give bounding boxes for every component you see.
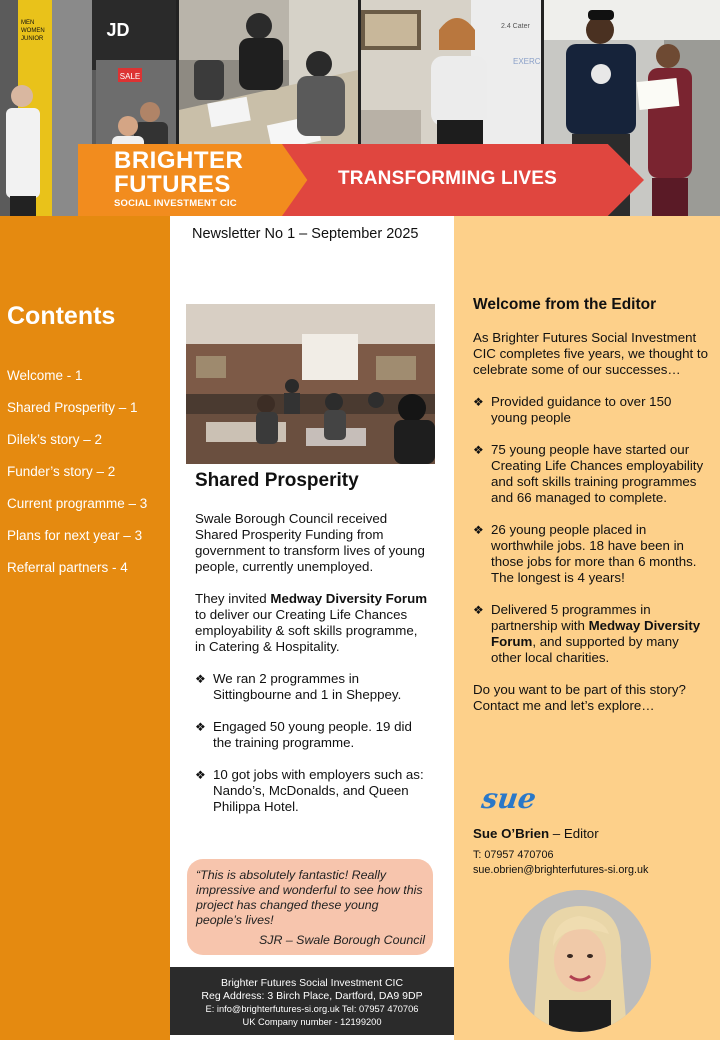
store-line-3: JUNIOR — [21, 36, 44, 42]
brand-line-3: SOCIAL INVESTMENT CIC — [114, 198, 237, 209]
editor-intro: As Brighter Futures Social Investment CIC completes five years, we thought to celebrate some of our successes… — [473, 330, 709, 377]
list-item — [195, 671, 431, 703]
slide-heading: 2.4 Cater — [501, 23, 530, 30]
editor-phone: T: 07957 470706 — [473, 849, 554, 861]
contents-item-shared-prosperity: Shared Prosperity – 1 — [7, 400, 138, 415]
contents-column — [0, 216, 170, 1040]
editor-name: Sue O’Brien — [473, 826, 550, 841]
footer-company-number: UK Company number - 12199200 — [242, 1017, 382, 1027]
shared-prosperity-paragraph-2 — [195, 591, 431, 655]
bullet-text: We ran 2 programmes in Sittingbourne and 1 in Sheppey. — [213, 671, 402, 702]
bullet-star-icon: ❖ — [195, 768, 206, 782]
bullet-star-icon: ❖ — [195, 720, 206, 734]
list-item — [195, 767, 431, 815]
contents-item-funders-story: Funder’s story – 2 — [7, 464, 116, 479]
shared-prosperity-heading: Shared Prosperity — [195, 470, 359, 491]
editor-avatar — [509, 890, 651, 1032]
photo-workshop — [186, 304, 435, 464]
shared-prosperity-paragraph-1: Swale Borough Council received Shared Prosperity Funding from government to transform lives of young people, currently unemployed. — [195, 511, 425, 574]
testimonial-quote — [187, 859, 433, 955]
editor-signature: sue — [479, 782, 539, 815]
brand-line-1: BRIGHTER — [114, 147, 244, 174]
store-sign: JD — [106, 20, 130, 40]
editor-body — [473, 330, 711, 730]
editor-call-to-action: Do you want to be part of this story? Contact me and let’s explore… — [473, 682, 686, 713]
editor-email[interactable]: sue.obrien@brighterfutures-si.org.uk — [473, 864, 649, 876]
bullet-text-after: , and supported by many other local charities. — [491, 634, 679, 665]
editor-contact — [473, 848, 648, 878]
contents-item-welcome: Welcome - 1 — [7, 368, 83, 383]
contents-list — [7, 368, 147, 592]
organisation-footer — [170, 967, 454, 1035]
store-line-2: WOMEN — [21, 28, 45, 34]
store-line-1: MEN — [21, 20, 35, 26]
header-photo-strip — [0, 0, 720, 216]
list-item — [473, 602, 711, 666]
medway-diversity-forum: Medway Diversity Forum — [491, 618, 701, 649]
shared-prosperity-column — [170, 216, 454, 1040]
medway-diversity-forum: Medway Diversity Forum — [270, 591, 428, 606]
bullet-star-icon: ❖ — [473, 603, 484, 617]
shared-prosperity-bullets — [195, 671, 431, 815]
sale-sign: SALE — [119, 72, 141, 81]
issue-title: Newsletter No 1 – September 2025 — [192, 226, 419, 242]
contents-item-referral-partners: Referral partners - 4 — [7, 560, 128, 575]
list-item — [473, 442, 711, 506]
editor-bullets — [473, 394, 711, 666]
footer-contact: E: info@brighterfutures-si.org.uk Tel: 07957 470706 — [205, 1004, 419, 1014]
brand-logo-text — [114, 149, 243, 210]
shared-prosperity-body — [195, 511, 431, 831]
editor-role: – Editor — [549, 826, 599, 841]
footer-org-name: Brighter Futures Social Investment CIC — [220, 977, 404, 989]
quote-text: “This is absolutely fantastic! Really impressive and wonderful to see how this project has changed these young people’s lives! — [196, 868, 423, 927]
bullet-star-icon: ❖ — [473, 443, 484, 457]
contents-item-current-programme: Current programme – 3 — [7, 496, 148, 511]
bullet-star-icon: ❖ — [473, 523, 484, 537]
p2-before: They invited — [195, 591, 271, 606]
contents-item-dileks-story: Dilek’s story – 2 — [7, 432, 103, 447]
bullet-text: Engaged 50 young people. 19 did the training programme. — [213, 719, 412, 750]
footer-address: Reg Address: 3 Birch Place, Dartford, DA9 9DP — [201, 990, 423, 1002]
bullet-text: 75 young people have started our Creating Life Chances employability and soft skills training programmes and 66 managed to complete. — [491, 442, 704, 505]
bullet-text: 10 got jobs with employers such as: Nando’s, McDonalds, and Queen Philippa Hotel. — [213, 767, 424, 814]
editor-name-line — [473, 826, 599, 841]
brand-line-2: FUTURES — [114, 171, 231, 198]
list-item — [195, 719, 431, 751]
tagline: TRANSFORMING LIVES — [338, 168, 557, 189]
p2-after: to deliver our Creating Life Chances employability & soft skills programme, in Catering & Hospitality. — [195, 607, 418, 654]
bullet-star-icon: ❖ — [473, 395, 484, 409]
quote-source: SJR – Swale Borough Council — [259, 933, 425, 947]
bullet-star-icon: ❖ — [195, 672, 206, 686]
list-item — [473, 522, 711, 586]
bullet-text: 26 young people placed in worthwhile jobs. 18 have been in those jobs for more than 6 months. The longest is 4 years! — [491, 522, 697, 585]
slide-subheading: EXERC — [513, 57, 541, 66]
editor-column — [454, 216, 720, 1040]
editor-heading: Welcome from the Editor — [473, 296, 657, 313]
bullet-text: Provided guidance to over 150 young people — [491, 394, 672, 425]
contents-title: Contents — [7, 302, 116, 330]
contents-item-plans: Plans for next year – 3 — [7, 528, 143, 543]
list-item — [473, 394, 711, 426]
bullet-text-before: Delivered 5 programmes in partnership with — [491, 602, 651, 633]
